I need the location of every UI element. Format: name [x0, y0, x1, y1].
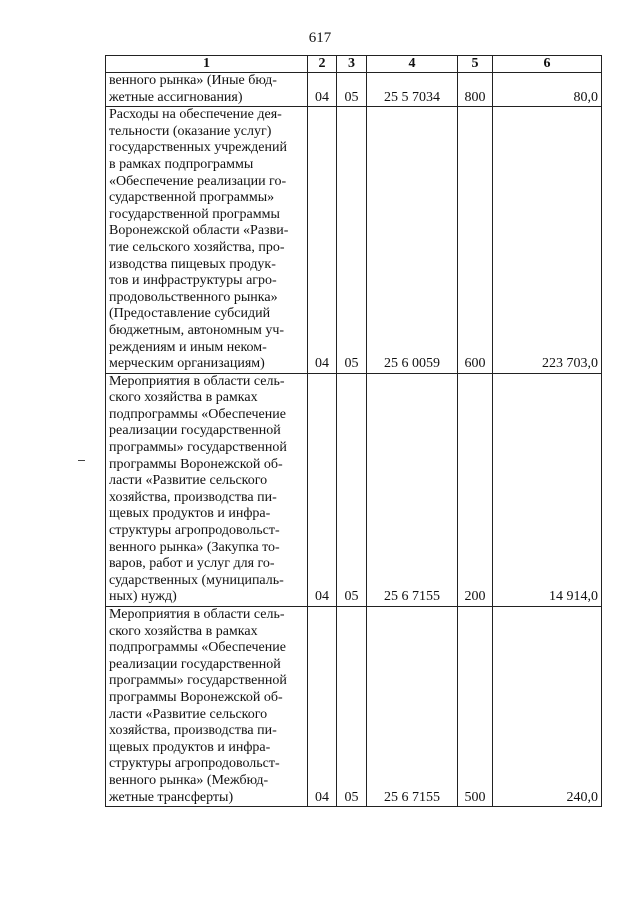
description-line: сударственных (муниципаль- [109, 572, 284, 588]
description-line: программы» государственной [109, 440, 287, 456]
description-line: ского хозяйства в рамках [109, 623, 258, 639]
target-article-code: 25 6 7155 [367, 373, 458, 606]
description-line: «Обеспечение реализации го- [109, 173, 287, 189]
budget-table [105, 55, 602, 807]
row-description [106, 373, 308, 606]
col-header-3: 3 [337, 56, 367, 73]
section-code: 04 [308, 73, 337, 107]
description-line: подпрограммы «Обеспечение [109, 406, 286, 422]
page-number: 617 [308, 30, 332, 46]
description-line: программы Воронежской об- [109, 456, 283, 472]
row-description [106, 607, 308, 807]
description-line: структуры агропродовольст- [109, 523, 280, 539]
description-line: Мероприятия в области сель- [109, 607, 285, 622]
row-description [106, 107, 308, 374]
description-line: щевых продуктов и инфра- [109, 506, 271, 522]
description-line: жетные трансферты) [109, 789, 234, 805]
description-line: венного рынка» (Закупка то- [109, 539, 280, 555]
description-line: структуры агропродовольст- [109, 756, 280, 772]
expense-type-code: 200 [458, 373, 493, 606]
description-line: ных) нужд) [109, 589, 177, 605]
col-header-6: 6 [493, 56, 602, 73]
amount-value: 223 703,0 [493, 107, 602, 374]
table-row [106, 373, 602, 606]
amount-value: 14 914,0 [493, 373, 602, 606]
col-header-1: 1 [106, 56, 308, 73]
description-line: программы Воронежской об- [109, 689, 283, 705]
subsection-code: 05 [337, 607, 367, 807]
description-line: тельности (оказание услуг) [109, 123, 272, 139]
description-line: ласти «Развитие сельского [109, 473, 268, 489]
description-line: (Предоставление субсидий [109, 306, 271, 322]
description-line: изводства пищевых продук- [109, 256, 276, 272]
expense-type-code: 800 [458, 73, 493, 107]
section-code: 04 [308, 607, 337, 807]
description-line: в рамках подпрограммы [109, 156, 254, 172]
row-description [106, 73, 308, 107]
amount-value: 80,0 [493, 73, 602, 107]
section-code: 04 [308, 107, 337, 374]
description-line: программы» государственной [109, 673, 287, 689]
amount-value: 240,0 [493, 607, 602, 807]
description-line: государственных учреждений [109, 140, 287, 156]
description-line: венного рынка» (Межбюд- [109, 772, 269, 788]
subsection-code: 05 [337, 373, 367, 606]
description-line: жетные ассигнования) [109, 89, 243, 105]
description-line: бюджетным, автономным уч- [109, 322, 285, 338]
target-article-code: 25 6 7155 [367, 607, 458, 807]
description-line: реализации государственной [109, 656, 281, 672]
section-code: 04 [308, 373, 337, 606]
subsection-code: 05 [337, 107, 367, 374]
description-line: хозяйства, производства пи- [109, 723, 277, 739]
description-line: реализации государственной [109, 423, 281, 439]
description-line: подпрограммы «Обеспечение [109, 640, 286, 656]
description-line: щевых продуктов и инфра- [109, 739, 271, 755]
col-header-2: 2 [308, 56, 337, 73]
col-header-5: 5 [458, 56, 493, 73]
table-row [106, 107, 602, 374]
target-article-code: 25 5 7034 [367, 73, 458, 107]
description-line: тов и инфраструктуры агро- [109, 273, 277, 289]
description-line: хозяйства, производства пи- [109, 489, 277, 505]
target-article-code: 25 6 0059 [367, 107, 458, 374]
table-body [106, 73, 602, 807]
description-line: венного рынка» (Иные бюд- [109, 73, 277, 88]
description-line: варов, работ и услуг для го- [109, 556, 275, 572]
col-header-4: 4 [367, 56, 458, 73]
table-row [106, 73, 602, 107]
table-row [106, 607, 602, 807]
description-line: мерческим организациям) [109, 356, 265, 372]
description-line: сударственной программы» [109, 190, 275, 206]
scan-speck [78, 460, 85, 461]
expense-type-code: 500 [458, 607, 493, 807]
description-line: Мероприятия в области сель- [109, 373, 285, 389]
description-line: Воронежской области «Разви- [109, 223, 289, 239]
subsection-code: 05 [337, 73, 367, 107]
description-line: Расходы на обеспечение дея- [109, 107, 282, 123]
description-line: ского хозяйства в рамках [109, 390, 258, 406]
description-line: продовольственного рынка» [109, 289, 278, 305]
description-line: государственной программы [109, 206, 280, 222]
description-line: ласти «Развитие сельского [109, 706, 268, 722]
description-line: реждениям и иным неком- [109, 339, 267, 355]
expense-type-code: 600 [458, 107, 493, 374]
description-line: тие сельского хозяйства, про- [109, 239, 285, 255]
header-row [106, 56, 602, 73]
